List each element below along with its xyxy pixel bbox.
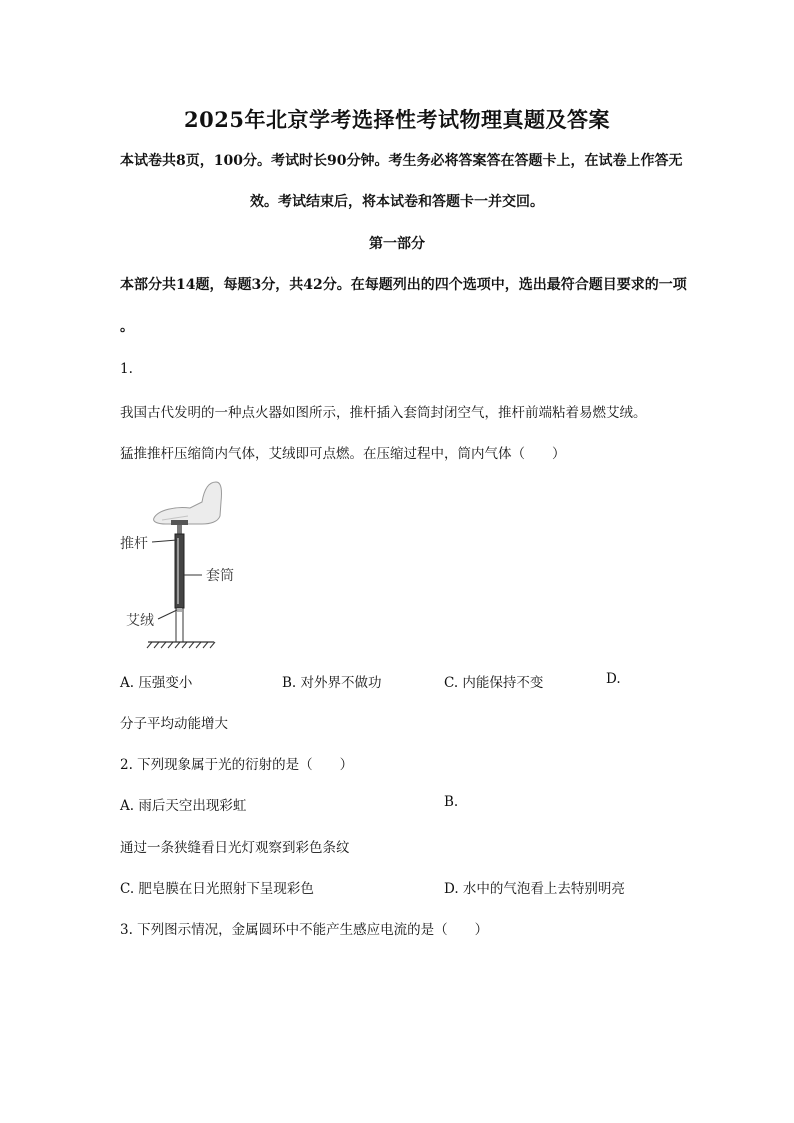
moxa <box>177 608 182 612</box>
push-rod-cap <box>171 520 188 525</box>
q2-option-d: D. 水中的气泡看上去特别明亮 <box>444 881 625 897</box>
exam-notice-line-1: 本试卷共8页，100分。考试时长90分钟。考生务必将答案答在答题卡上，在试卷上作答无 <box>120 153 683 169</box>
label-push-rod: 推杆 <box>120 536 148 552</box>
fire-piston-diagram <box>118 476 278 654</box>
q1-option-b: B. 对外界不做功 <box>282 675 382 691</box>
part-intro-line-1: 本部分共14题，每题3分，共42分。在每题列出的四个选项中，选出最符合题目要求的一项 <box>120 277 687 293</box>
q1-number: 1. <box>120 361 133 377</box>
ground-hatch <box>147 642 215 648</box>
q1-stem-line-2: 猛推推杆压缩筒内气体，艾绒即可点燃。在压缩过程中，筒内气体（ ） <box>120 446 566 462</box>
q1-option-d-text: 分子平均动能增大 <box>120 716 228 732</box>
q2-stem: 2. 下列现象属于光的衍射的是（ ） <box>120 757 354 773</box>
q1-option-a: A. 压强变小 <box>120 675 193 691</box>
q2-option-b-text: 通过一条狭缝看日光灯观察到彩色条纹 <box>120 840 350 856</box>
q2-option-b-label: B. <box>444 794 459 810</box>
label-moxa: 艾绒 <box>126 613 154 629</box>
q1-figure-fire-piston <box>118 476 278 654</box>
q1-option-c: C. 内能保持不变 <box>444 675 544 691</box>
sleeve-tube <box>175 534 184 608</box>
part-intro-line-2: 。 <box>120 319 134 335</box>
q3-stem: 3. 下列图示情况，金属圆环中不能产生感应电流的是（ ） <box>120 922 489 938</box>
q1-stem-line-1: 我国古代发明的一种点火器如图所示，推杆插入套筒封闭空气，推杆前端粘着易燃艾绒。 <box>120 405 647 421</box>
q2-option-a: A. 雨后天空出现彩虹 <box>120 798 247 814</box>
hand-shape <box>154 482 222 524</box>
q2-option-c: C. 肥皂膜在日光照射下呈现彩色 <box>120 881 314 897</box>
exam-notice-line-2: 效。考试结束后，将本试卷和答题卡一并交回。 <box>250 194 544 210</box>
q1-option-d-label: D. <box>606 671 621 687</box>
part-title: 第一部分 <box>369 236 425 252</box>
label-sleeve: 套筒 <box>206 568 234 584</box>
page-title: 2025年北京学考选择性考试物理真题及答案 <box>184 107 610 132</box>
